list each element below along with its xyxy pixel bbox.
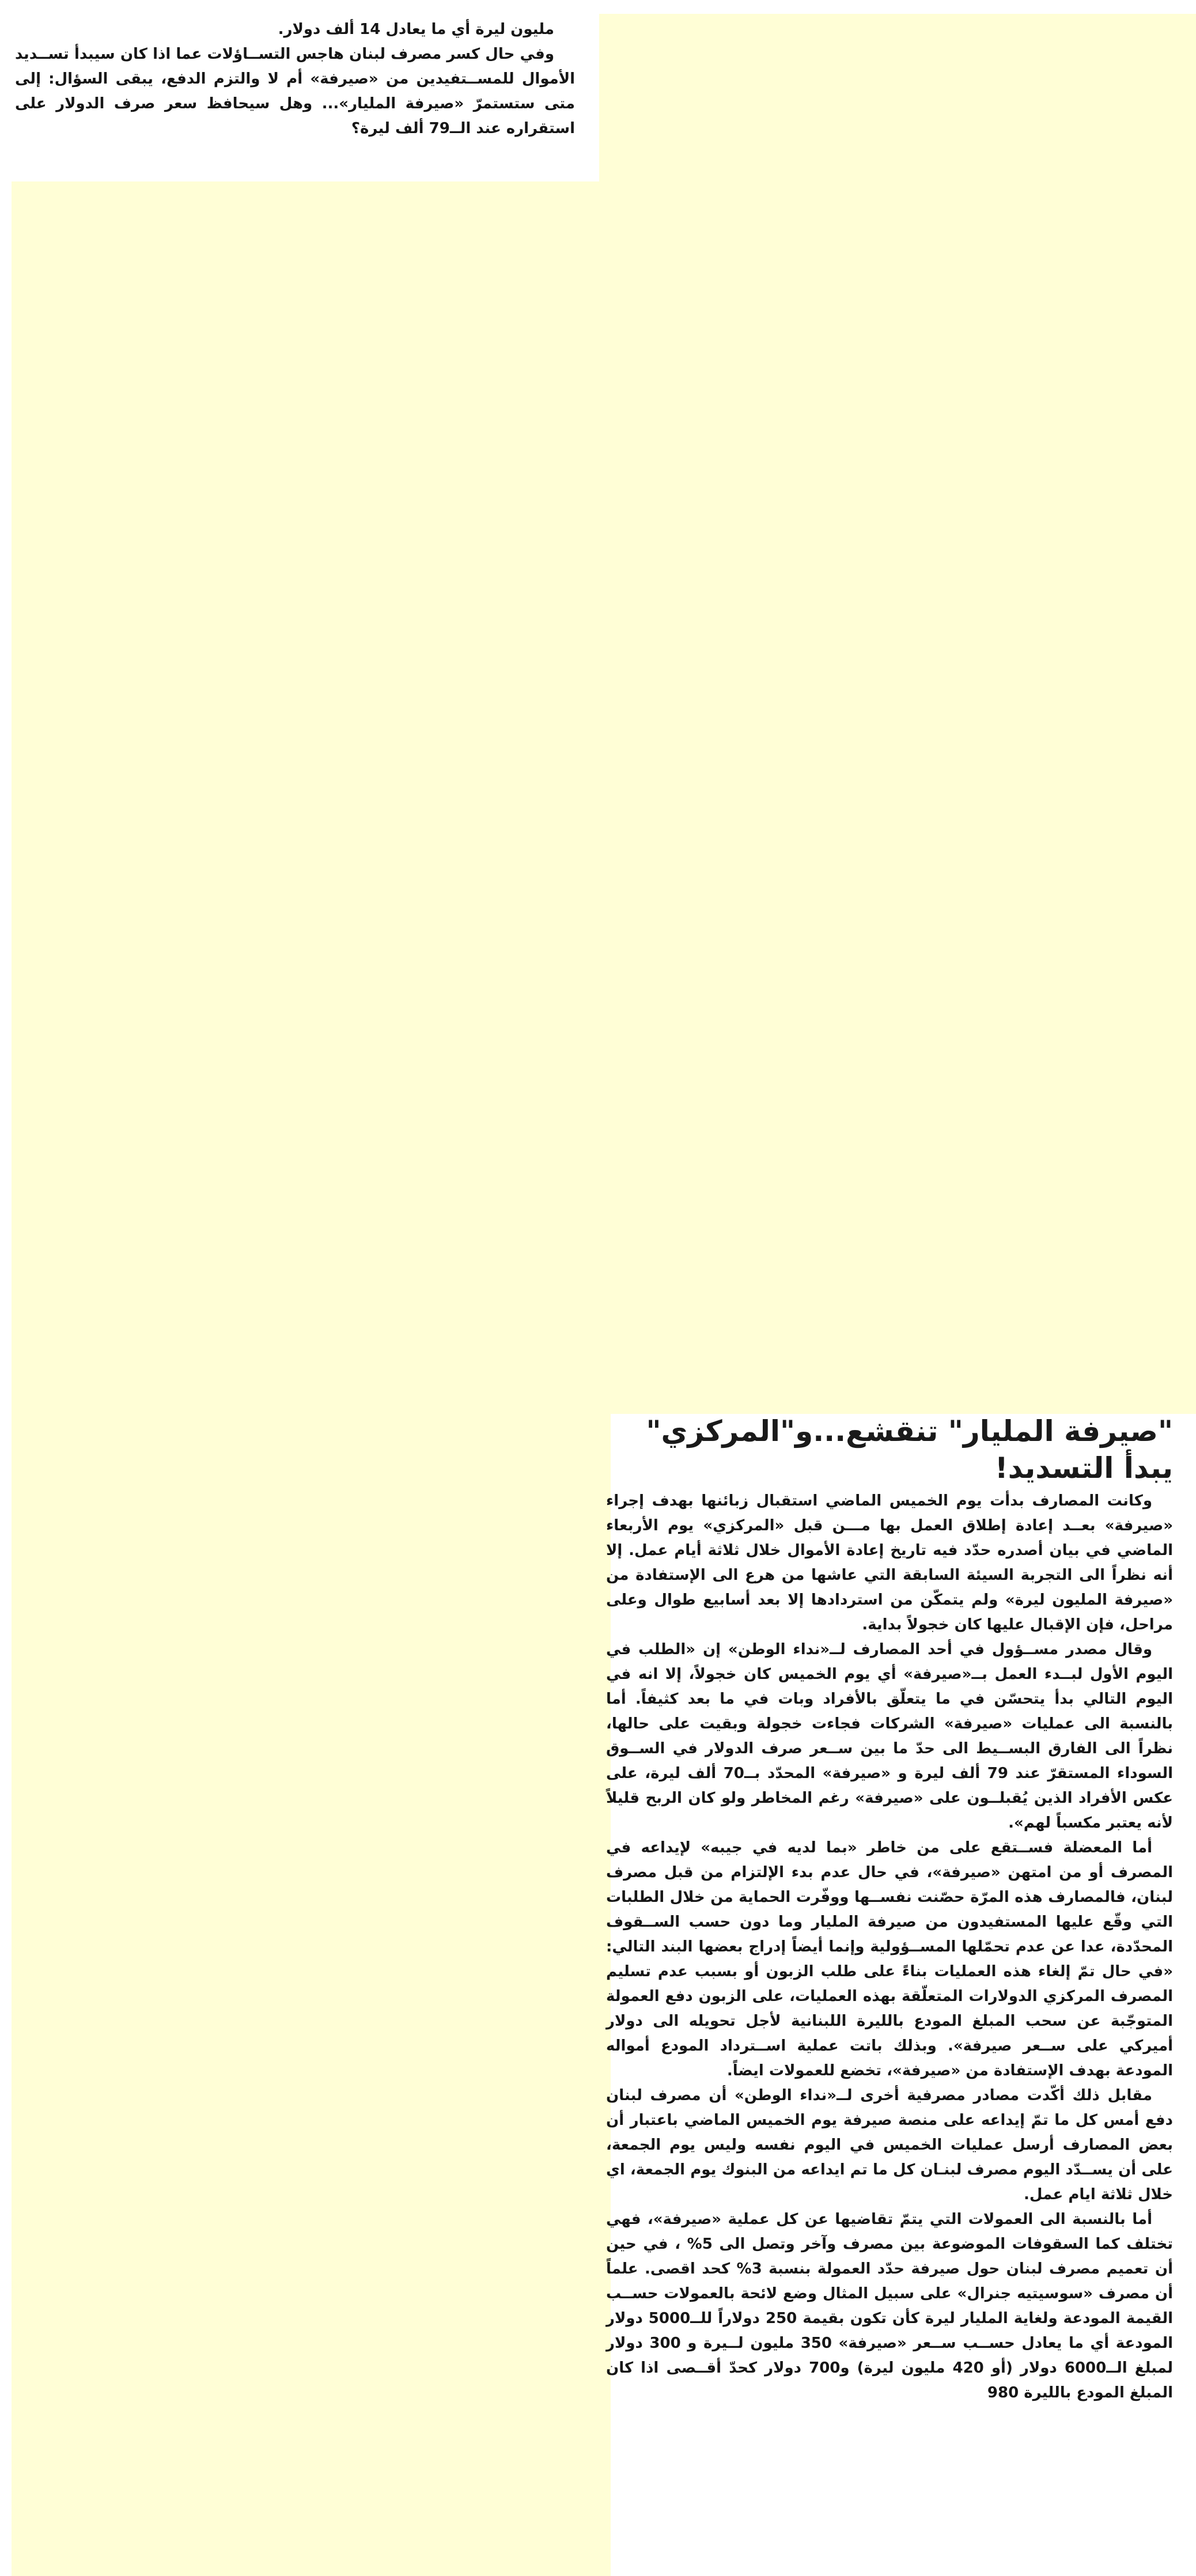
article-paragraph: مقابل ذلك أكّدت مصادر مصرفية أخرى لــ«نداء الوطن» أن مصرف لبنان دفع أمس كل ما تمّ إيداعه على منصة صيرفة يوم الخميس الماضي باعتبار أن بعض المصارف أرسل عمليات الخميس في اليوم نفسه وليس يوم الجمعة، على أن يســدّد اليوم مصرف لبنـان كل ما تم ايداعه من البنوك يوم الجمعة، اي خلال ثلاثة ايام عمل.: [606, 2087, 1173, 2203]
page-background-top-right: [599, 14, 1196, 1414]
continuation-paragraph: مليون ليرة أي ما يعادل 14 ألف دولار.: [278, 21, 554, 38]
article-paragraph: أما بالنسبة الى العمولات التي يتمّ تقاضيها عن كل عملية «صيرفة»، فهي تختلف كما السقوفات الموضوعة بين مصرف وآخر وتصل الى 5% ، في حين أن تعميم مصرف لبنان حول صيرفة حدّد العمولة بنسبة 3% كحد اقصى. علماً أن مصرف «سوسيتيه جنرال» على سبيل المثال وضع لائحة بالعمولات حســب القيمة المودعة ولغاية المليار ليرة كأن تكون بقيمة 250 دولاراً للــ5000 دولار المودعة أي ما يعادل حســب ســعر «صيرفة» 350 مليون لــيرة و 300 دولار لمبلغ الــ6000 دولار (أو 420 مليون ليرة) و700 دولار كحدّ أقــصى اذا كان المبلغ المودع بالليرة 980: [606, 2211, 1174, 2401]
continuation-paragraph: وفي حال كسر مصرف لبنان هاجس التســاؤلات عما اذا كان سيبدأ تســديد الأموال للمســتفيدين من «صيرفة» أم لا والتزم الدفع، يبقى السؤال: إلى متى ستستمرّ «صيرفة المليار»... وهل سيحافظ سعر صرف الدولار على استقراره عند الــ79 ألف ليرة؟: [15, 46, 575, 137]
article-headline: "صيرفة المليار" تنقشع...و"المركزي" يبدأ التسديد!: [646, 1414, 1173, 1485]
article-paragraph: وقال مصدر مســؤول في أحد المصارف لــ«نداء الوطن» إن «الطلب في اليوم الأول لبــدء العمل بــ«صيرفة» أي يوم الخميس كان خجولاً، إلا انه في اليوم التالي بدأ يتحسّن في ما يتعلّق بالأفراد وبات في ما بعد كثيفاً. أما بالنسبة الى عمليات «صيرفة» الشركات فجاءت خجولة وبقيت على حالها، نظراً الى الفارق البســيط الى حدّ ما بين ســعر صرف الدولار في الســوق السوداء المستقرّ عند 79 ألف ليرة و «صيرفة» المحدّد بــ70 ألف ليرة، على عكس الأفراد الذين يُقبلــون على «صيرفة» رغم المخاطر ولو كان الربح قليلاً لأنه يعتبر مكسباً لهم».: [606, 1641, 1174, 1832]
continuation-column: [15, 17, 575, 141]
article-paragraph: أما المعضلة فســتقع على من خاطر «بما لديه في جيبه» لإيداعه في المصرف أو من امتهن «صيرفة»، في حال عدم بدء الإلتزام من قبل مصرف لبنان، فالمصارف هذه المرّة حصّنت نفســها ووفّرت الحماية من خلال الطلبات التي وقّع عليها المستفيدون من صيرفة المليار وما دون حسب الســقوف المحدّدة، عدا عن عدم تحمّلها المســؤولية وإنما أيضاً إدراج بعضها البند التالي: «في حال تمّ إلغاء هذه العمليات بناءً على طلب الزبون أو بسبب عدم تسليم المصرف المركزي الدولارات المتعلّقة بهذه العمليات، على الزبون دفع العمولة المتوجّبة عن سحب المبلغ المودع بالليرة اللبنانية لأجل تحويله الى دولار أميركي على ســعر صيرفة». وبذلك باتت عملية اســترداد المودع أمواله المودعة بهدف الإستفادة من «صيرفة»، تخضع للعمولات ايضاً.: [606, 1839, 1173, 2079]
article-paragraph: وكانت المصارف بدأت يوم الخميس الماضي استقبال زبائنها بهدف إجراء «صيرفة» بعــد إعادة إطلاق العمل بها مـــن قبل «المركزي» يوم الأربعاء الماضي في بيان أصدره حدّد فيه تاريخ إعادة الأموال خلال ثلاثة أيام عمل. إلا أنه نظراً الى التجربة السيئة السابقة التي عاشها من هرع الى الإستفادة من «صيرفة المليون ليرة» ولم يتمكّن من استردادها إلا بعد أسابيع طوال وعلى مراحل، فإن الإقبال عليها كان خجولاً بداية.: [606, 1492, 1173, 1633]
article-column: [606, 1413, 1173, 2405]
page-background-left: [12, 181, 611, 2576]
